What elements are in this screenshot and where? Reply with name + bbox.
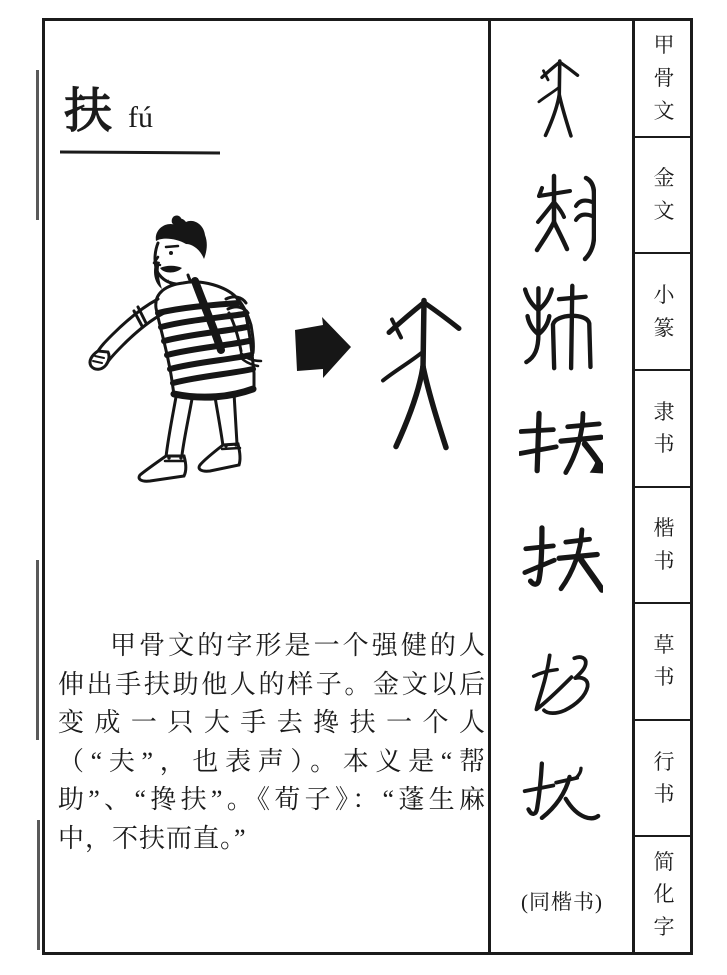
cursive-glyph xyxy=(527,644,597,716)
label-cell-running xyxy=(635,721,693,838)
script-label: 甲骨文 xyxy=(653,33,675,123)
scan-streak xyxy=(36,70,39,220)
oracle-bone-glyph xyxy=(536,58,582,142)
man-illustration xyxy=(88,213,298,498)
oracle-bone-glyph-large xyxy=(380,293,465,461)
entry-title xyxy=(64,85,154,138)
label-cell-regular xyxy=(635,488,693,605)
label-cell-oracle xyxy=(635,21,693,138)
script-label: 隶书 xyxy=(653,399,675,457)
running-glyph xyxy=(518,756,602,834)
label-cell-clerical xyxy=(635,371,693,488)
script-label-column xyxy=(635,21,693,952)
bronze-glyph xyxy=(534,170,596,262)
right-arrow-icon xyxy=(293,316,353,380)
definition-paragraph: 甲骨文的字形是一个强健的人伸出手扶助他人的样子。金文以后变成一只大手去搀扶一个人（“夫”，也表声）。本义是“帮助”、“搀扶”。《荀子》：“蓬生麻中，不扶而直。” xyxy=(58,631,486,853)
headword: 扶 xyxy=(64,85,113,138)
script-label: 简化字 xyxy=(653,849,675,939)
pinyin: fú xyxy=(128,100,154,134)
scan-streak xyxy=(36,560,39,740)
script-label: 楷书 xyxy=(653,516,675,573)
script-label: 小篆 xyxy=(653,283,675,340)
clerical-glyph xyxy=(519,404,603,482)
script-label: 行书 xyxy=(653,749,675,807)
script-label: 草书 xyxy=(653,632,675,690)
label-cell-cursive xyxy=(635,604,693,721)
label-cell-simplified xyxy=(635,837,693,952)
label-cell-bronze xyxy=(635,138,693,255)
script-label: 金文 xyxy=(653,166,675,223)
column-divider-main xyxy=(488,18,491,955)
regular-glyph xyxy=(519,524,603,604)
same-as-regular-note: (同楷书) xyxy=(521,890,603,914)
scan-streak xyxy=(37,820,40,950)
label-cell-seal xyxy=(635,254,693,371)
small-seal-glyph xyxy=(521,281,597,373)
